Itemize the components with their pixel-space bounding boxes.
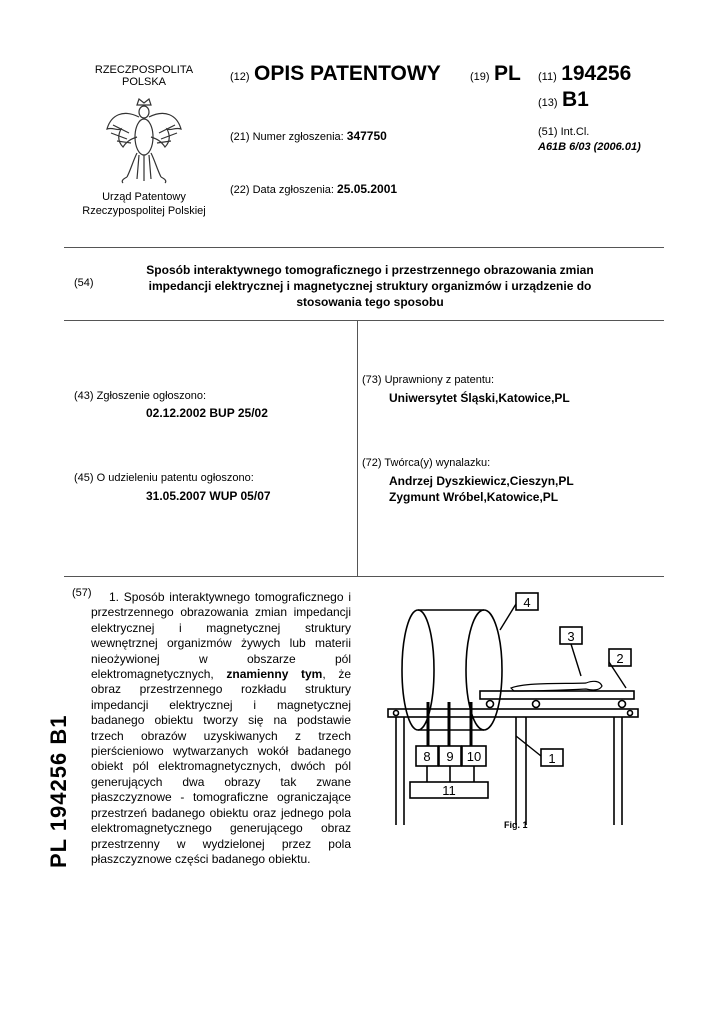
title-code: (54) xyxy=(74,277,94,289)
claim-emphasis: znamienny tym xyxy=(226,667,323,682)
publication-label: (43) Zgłoszenie ogłoszono: xyxy=(74,390,207,402)
application-number-label: (21) Numer zgłoszenia: xyxy=(230,131,344,143)
patent-number-line xyxy=(538,62,631,86)
label-10: 10 xyxy=(466,749,482,764)
publication-value: 02.12.2002 BUP 25/02 xyxy=(146,406,268,420)
bed xyxy=(480,691,634,699)
patent-title: Sposób interaktywnego tomograficznego i przestrzennego obrazowania zmian impedancji elektrycznej i magnetycznej struktury organizmów i urządzenie do stosowania tego sposobu xyxy=(146,263,594,309)
divider-title xyxy=(64,320,664,321)
figure-caption: Fig. 1 xyxy=(504,820,528,830)
patent-number-label: (11) xyxy=(538,71,557,83)
label-4: 4 xyxy=(523,595,531,610)
filing-date-line xyxy=(230,182,397,196)
label-8: 8 xyxy=(423,749,431,764)
application-number: 347750 xyxy=(346,129,387,143)
eagle-emblem-icon xyxy=(103,95,185,190)
divider-bottom xyxy=(64,576,664,577)
application-number-line xyxy=(230,129,387,143)
figure-1 xyxy=(386,590,641,835)
inventor-2: Zygmunt Wróbel,Katowice,PL xyxy=(389,490,559,504)
country-code-label: (19) xyxy=(470,71,490,83)
inventors-label: (72) Twórca(y) wynalazku: xyxy=(362,457,491,469)
country-code-line xyxy=(470,62,521,86)
doc-type-line xyxy=(230,62,441,86)
label-1: 1 xyxy=(548,751,556,766)
intcl-value: A61B 6/03 (2006.01) xyxy=(538,141,641,153)
doc-type: OPIS PATENTOWY xyxy=(254,62,441,85)
label-2: 2 xyxy=(616,651,624,666)
claim-text-1: 1. Sposób interaktywnego tomograficznego i przestrzennego obrazowania zmian impedancji elektrycznej i magnetycznej struktury wewnętrznej organizmów żywych lub materii nieożywionej w obszarze pól elektromagnetycznych, xyxy=(91,590,351,682)
filing-date-label: (22) Data zgłoszenia: xyxy=(230,184,334,196)
patient xyxy=(511,681,602,691)
grant-value: 31.05.2007 WUP 05/07 xyxy=(146,489,271,503)
side-publication-number: PL 194256 B1 xyxy=(46,714,71,868)
divider-top xyxy=(64,247,664,248)
claim-text-2: , że obraz przestrzennego rozkładu struktury impedancji elektrycznej i magnetycznej badanego obiektu tworzy się na podstawie trzech obrazów uzyskiwanych z trzech pierścieniowo wytwarzanych wokół badanego obiekt pól elektromagnetycznych, dwóch pól generujących dwa obrazy tak zwane płaszczyznowe - tomograficzne ograniczające przestrzeń badanego obiektu oraz jednego pola elektromagnetycznego generującego obraz przestrzenny w wydzielonej przez pola płaszczyznowe części badanego obiektu. xyxy=(91,667,351,866)
kind-code-label: (13) xyxy=(538,97,558,109)
filing-date: 25.05.2001 xyxy=(337,182,398,196)
country-name: RZECZPOSPOLITA POLSKA xyxy=(94,64,194,88)
grant-label: (45) O udzieleniu patentu ogłoszono: xyxy=(74,472,254,484)
owner-value: Uniwersytet Śląski,Katowice,PL xyxy=(389,391,570,405)
owner-label: (73) Uprawniony z patentu: xyxy=(362,374,495,386)
doc-type-code: (12) xyxy=(230,71,250,83)
label-11: 11 xyxy=(442,783,456,798)
country-code: PL xyxy=(494,62,521,85)
label-3: 3 xyxy=(567,629,575,644)
inventor-1: Andrzej Dyszkiewicz,Cieszyn,PL xyxy=(389,474,574,488)
label-9: 9 xyxy=(446,749,454,764)
frame-top xyxy=(388,709,638,717)
figure-drawing xyxy=(386,590,641,835)
intcl-label: (51) Int.Cl. xyxy=(538,126,590,138)
divider-vertical xyxy=(357,320,358,576)
abstract-code: (57) xyxy=(72,587,92,599)
patent-office-name: Urząd Patentowy Rzeczypospolitej Polskiej xyxy=(82,191,206,217)
kind-code-line xyxy=(538,88,589,112)
patent-number: 194256 xyxy=(561,62,632,85)
kind-code: B1 xyxy=(562,88,589,111)
abstract-claim xyxy=(91,590,351,867)
